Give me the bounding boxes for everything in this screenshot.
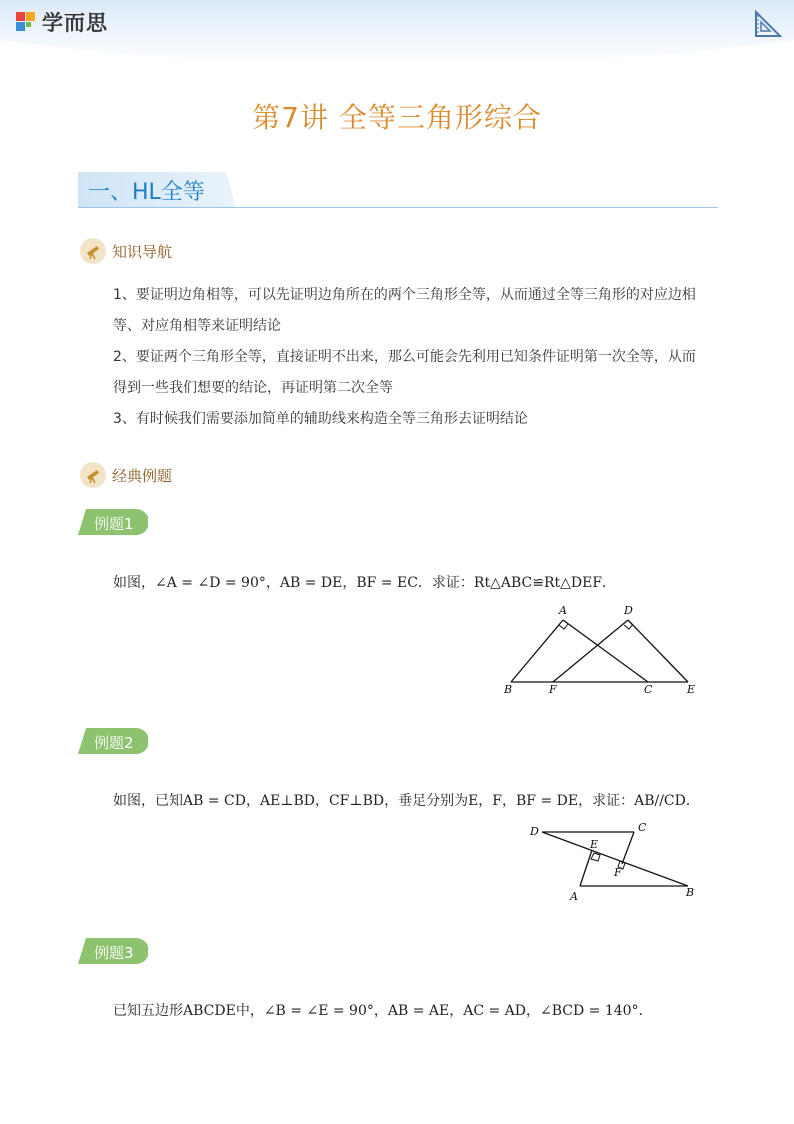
knowledge-body [113,280,713,435]
example-tag-1 [78,509,148,535]
knowledge-line: 等、对应角相等来证明结论 [113,318,281,334]
examples-heading [80,462,172,488]
telescope-icon [80,462,106,488]
example-tag-label: 例题3 [94,944,134,962]
header-band [0,0,794,72]
knowledge-line: 2、要证两个三角形全等，直接证明不出来，那么可能会先利用已知条件证明第一次全等，从而 [113,349,696,365]
example-tag-3 [78,938,148,964]
example-3-statement: 已知五边形ABCDE中，∠B = ∠E = 90°，AB = AE，AC = AD，∠BCD = 140°． [113,1003,653,1019]
vertex-label-F: F [614,866,622,879]
telescope-icon [80,238,106,264]
brand-name: 学而思 [42,11,108,35]
vertex-label-D: D [530,825,539,838]
knowledge-heading-label: 知识导航 [112,242,173,261]
examples-heading-label: 经典例题 [112,466,173,485]
vertex-label-A: A [570,890,578,903]
knowledge-line: 3、有时候我们需要添加简单的辅助线来构造全等三角形去证明结论 [113,411,528,427]
knowledge-line: 1、要证明边角相等，可以先证明边角所在的两个三角形全等，从而通过全等三角形的对应边相 [113,287,696,303]
vertex-label-E: E [687,683,696,696]
example-tag-label: 例题2 [94,734,134,752]
section-header [78,172,718,208]
knowledge-line: 得到一些我们想要的结论，再证明第二次全等 [113,380,393,396]
section-divider [78,207,718,208]
example-1-figure [498,600,704,698]
vertex-label-A: A [559,604,567,617]
vertex-label-B: B [686,886,695,899]
brand-logo [14,8,108,36]
example-tag-label: 例题1 [94,515,134,533]
example-2-figure [526,818,702,906]
vertex-label-E: E [590,838,599,851]
example-1-statement: 如图，∠A = ∠D = 90°，AB = DE，BF = EC．求证：Rt△ABC≌Rt△DEF． [113,575,617,591]
example-2-statement: 如图，已知AB = CD，AE⊥BD，CF⊥BD，垂足分别为E，F，BF = DE，求证：AB//CD． [113,793,700,809]
knowledge-heading [80,238,172,264]
vertex-label-B: B [504,683,513,696]
section-title: 一、HL全等 [88,180,205,205]
vertex-label-F: F [549,683,557,696]
example-tag-2 [78,728,148,754]
page-title: 第7讲 全等三角形综合 [252,101,542,134]
ruler-triangle-icon [752,8,784,40]
vertex-label-C: C [644,683,653,696]
vertex-label-D: D [624,604,633,617]
vertex-label-C: C [638,821,647,834]
logo-mark-icon [14,10,38,34]
